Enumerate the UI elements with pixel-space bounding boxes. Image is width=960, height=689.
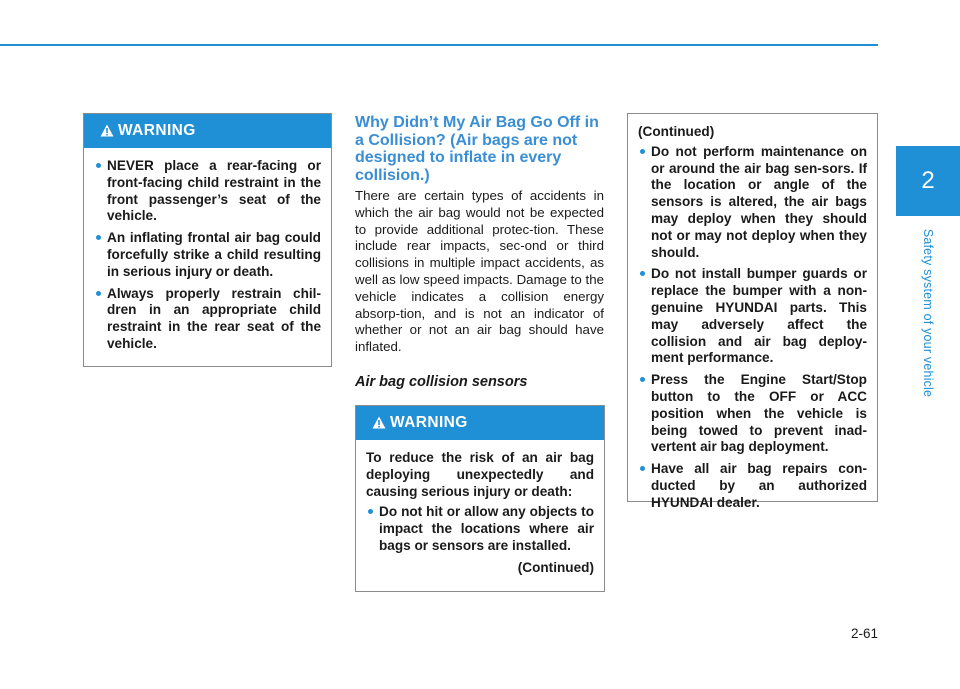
warning-header <box>356 406 604 440</box>
subsection-heading: Air bag collision sensors <box>355 374 528 390</box>
warning-box-left <box>83 113 332 367</box>
warning-triangle-icon <box>372 416 386 429</box>
continued-label: (Continued) <box>517 559 594 575</box>
list-item: Do not perform maintenance on or around the air bag sen-sors. If the location or angle of the sensors is altered, the air bags may deploy when they should not or may not deploy when they should. <box>638 144 867 262</box>
section-heading: Why Didn’t My Air Bag Go Off in a Collision? (Air bags are not designed to inflate in every collision.) <box>355 114 599 184</box>
warning-intro: To reduce the risk of an air bag deploying unexpectedly and causing serious injury or death: <box>366 450 594 499</box>
chapter-title: Safety system of your vehicle <box>921 228 935 398</box>
top-rule <box>0 44 878 46</box>
warning-box-middle <box>355 405 605 592</box>
warning-title: WARNING <box>390 414 468 431</box>
warning-box-right <box>627 113 878 510</box>
continued-label: (Continued) <box>638 124 715 139</box>
chapter-tab <box>896 146 960 216</box>
list-item: Do not hit or allow any objects to impact the locations where air bags or sensors are installed. <box>366 504 594 554</box>
warning-body <box>628 120 877 525</box>
list-item: Press the Engine Start/Stop button to the OFF or ACC position when the vehicle is being towed to prevent inad-vertent air bag deployment. <box>638 372 867 456</box>
warning-triangle-icon <box>100 124 114 137</box>
warning-title: WARNING <box>118 122 196 139</box>
chapter-number: 2 <box>921 167 935 194</box>
warning-header <box>84 114 331 148</box>
list-item: An inflating frontal air bag could forcefully strike a child resulting in serious injury or death. <box>94 230 321 280</box>
list-item: Do not install bumper guards or replace the bumper with a non-genuine HYUNDAI parts. This may adversely affect the collision and air bag deploy-ment performance. <box>638 266 867 367</box>
list-item: NEVER place a rear-facing or front-facing child restraint in the front passenger’s seat of the vehicle. <box>94 158 321 225</box>
list-item: Always properly restrain chil-dren in an appropriate child restraint in the rear seat of the vehicle. <box>94 286 321 353</box>
list-item: Have all air bag repairs con-ducted by an authorized HYUNDAI dealer. <box>638 461 867 511</box>
warning-body <box>356 440 604 585</box>
body-paragraph: There are certain types of accidents in which the air bag would not be expected to provide additional protec-tion. These include rear impacts, sec-ond or third collisions in multiple impact accidents, as well as low speed impacts. Damage to the vehicle indicates a collision energy absorp-tion, and is not an indicator of whether or not an air bag should have inflated. <box>355 188 604 355</box>
warning-body <box>84 148 331 366</box>
page-number: 2-61 <box>850 626 878 641</box>
